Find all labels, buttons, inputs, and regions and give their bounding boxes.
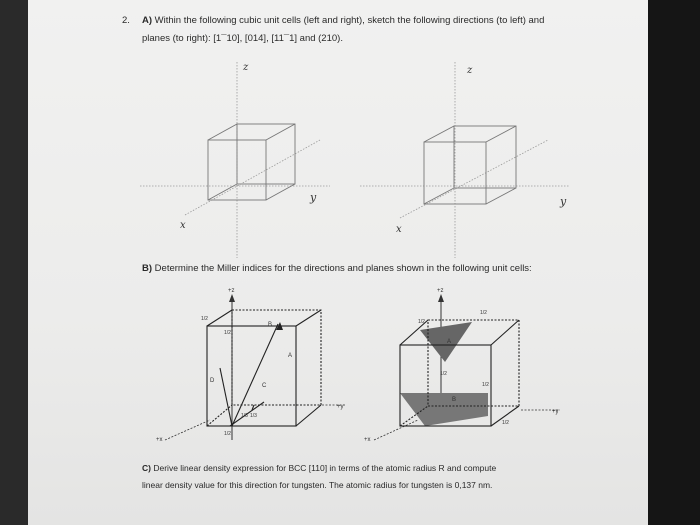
question-number: 2. [122, 15, 130, 26]
b-left-label-b: B [268, 322, 273, 328]
part-b-right-figure [364, 288, 560, 443]
right-cube-back [454, 126, 516, 188]
left-z-label: z [243, 62, 249, 73]
b-left-fraction-5: 1/2 [224, 431, 231, 437]
plane-b [400, 393, 488, 426]
left-y-label: y [310, 191, 317, 204]
b-right-fraction-3: 1/2 [440, 371, 447, 377]
b-left-label-d: D [210, 378, 215, 384]
b-left-fraction-4: 1/3 [250, 413, 257, 419]
b-left-x-label: +x [156, 437, 163, 443]
part-a-line-2: planes (to right): [1¯10], [014], [11¯1] and (210). [142, 33, 343, 44]
right-x-label: x [396, 224, 402, 235]
part-c-label: C) [142, 463, 151, 473]
part-c-line-2: linear density value for this direction for tungsten. The atomic radius for tungsten is 0,137 nm. [142, 480, 493, 490]
b-right-fraction-4: 1/2 [482, 382, 489, 388]
right-x-axis [400, 140, 548, 218]
b-right-fraction-2: 1/2 [480, 310, 487, 316]
part-b-line [142, 263, 532, 275]
b-left-z-label: +z [228, 288, 235, 294]
part-a-text-1: Within the following cubic unit cells (left and right), sketch the following directions (to left) and [154, 15, 545, 26]
b-left-fraction-3: 1/3 [241, 413, 248, 419]
b-left-fraction-2: 1/2 [224, 330, 231, 336]
b-right-z-label: +z [437, 288, 444, 294]
b-right-label-b: B [452, 397, 457, 403]
plane-a [420, 322, 472, 362]
b-right-fraction-5: 1/2 [502, 420, 509, 426]
direction-a [232, 324, 278, 426]
left-x-label: x [180, 220, 186, 231]
b-left-label-a: A [288, 353, 293, 359]
b-left-y-label: +y [337, 404, 344, 410]
left-x-axis [185, 140, 320, 215]
b-left-label-c: C [262, 383, 267, 389]
b-right-x-label: +x [364, 437, 371, 443]
part-a-label: A) [142, 15, 153, 26]
part-b-left-figure [156, 288, 345, 443]
b-right-y-label: +y [552, 409, 559, 415]
right-y-label: y [560, 195, 567, 208]
b-left-fraction-1: 1/2 [201, 316, 208, 322]
part-c-line-1 [142, 462, 496, 474]
part-b-text: Determine the Miller indices for the directions and planes shown in the following unit cells: [154, 263, 532, 274]
b-right-fraction-1: 1/2 [418, 319, 425, 325]
b-right-label-a: A [447, 339, 452, 345]
part-c-text-1: Derive linear density expression for BCC [110] in terms of the atomic radius R and compute [153, 463, 497, 473]
part-b-label: B) [142, 263, 153, 274]
right-z-label: z [467, 65, 473, 76]
